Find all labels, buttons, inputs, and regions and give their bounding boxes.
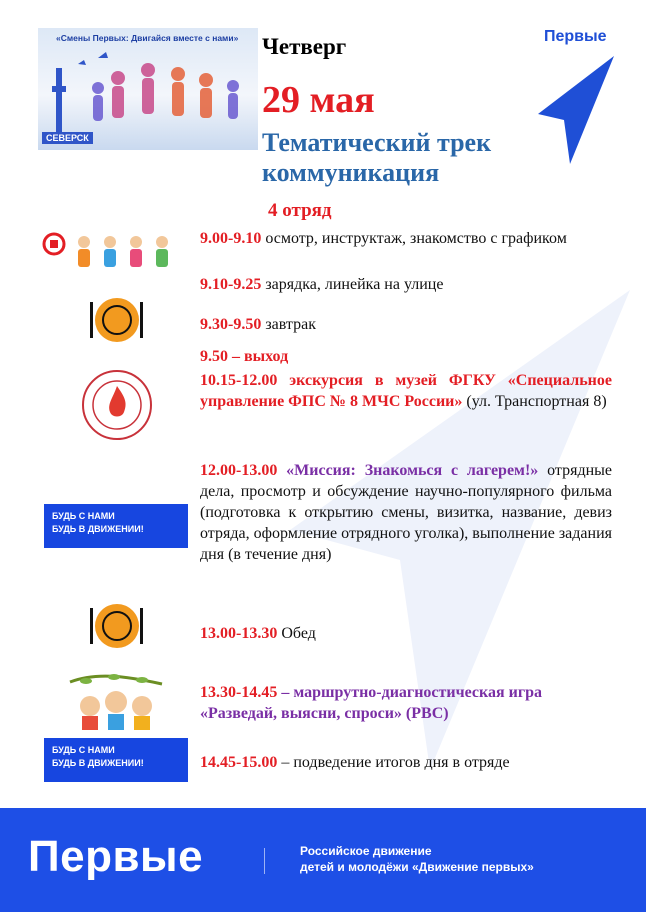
plate-cutlery-icon xyxy=(84,296,146,344)
banner-city-label: СЕВЕРСК xyxy=(42,132,93,144)
row-time: 14.45-15.00 xyxy=(200,754,278,771)
row-time: 10.15-12.00 xyxy=(200,372,278,389)
row-title: – маршрутно-диагностическая игра «Разведай, выясни, спроси» (РВС) xyxy=(200,684,543,722)
schedule-row-exercise xyxy=(200,274,612,295)
promo-banner xyxy=(44,738,188,782)
footer-divider xyxy=(264,848,265,874)
row-time: 12.00-13.00 xyxy=(200,462,278,479)
row-text: Обед xyxy=(277,625,316,642)
logo-arrow-icon xyxy=(534,28,618,166)
plate-cutlery-icon xyxy=(84,602,146,650)
row-text: отрядные дела, просмотр и обсуждение научно-популярного фильма (подготовка к открытию смены, визитка, название, девиз отряда, оформление отрядного уголка), выполнение задания дня (в течение дня) xyxy=(200,462,613,563)
row-time: 13.30-14.45 xyxy=(200,684,278,701)
promo-line-2: БУДЬ В ДВИЖЕНИИ! xyxy=(52,524,144,534)
track-title: Тематический трек коммуникация xyxy=(262,128,492,187)
row-time: 9.00-9.10 xyxy=(200,230,262,247)
squad-label: 4 отряд xyxy=(268,200,332,221)
schedule-row-game xyxy=(200,682,612,724)
row-text: – выход xyxy=(228,348,289,365)
fire-service-emblem-icon xyxy=(80,368,154,442)
row-text: завтрак xyxy=(261,316,316,333)
day-of-week: Четверг xyxy=(262,34,347,59)
promo-line-1: БУДЬ С НАМИ xyxy=(52,511,115,521)
row-text: зарядка, линейка на улице xyxy=(261,276,444,293)
schedule-row-excursion xyxy=(200,370,612,412)
schedule-row-mission xyxy=(200,460,612,565)
row-text: осмотр, инструктаж, знакомство с графиком xyxy=(261,230,567,247)
row-title: экскурсия в музей ФГКУ «Специальное управление ФПС № 8 МЧС России» xyxy=(200,372,612,410)
promo-line-1: БУДЬ С НАМИ xyxy=(52,745,115,755)
row-text: (ул. Транспортная 8) xyxy=(462,393,607,410)
schedule-row-lunch xyxy=(200,623,612,644)
promo-line-2: БУДЬ В ДВИЖЕНИИ! xyxy=(52,758,144,768)
date-heading: 29 мая xyxy=(262,79,375,121)
logo-text: Первые xyxy=(544,28,607,45)
footer-brand: Первые xyxy=(28,832,204,881)
footer-bar xyxy=(0,808,646,912)
row-time: 9.50 xyxy=(200,348,228,365)
row-text: – подведение итогов дня в отряде xyxy=(277,754,510,771)
promo-banner xyxy=(44,504,188,548)
row-time: 9.10-9.25 xyxy=(200,276,262,293)
banner-title: «Смены Первых: Двигайся вместе с нами» xyxy=(56,33,239,43)
row-time: 13.00-13.30 xyxy=(200,625,278,642)
footer-line-2: детей и молодёжи «Движение первых» xyxy=(300,860,534,874)
schedule-row-breakfast xyxy=(200,314,612,335)
schedule-row-checkup xyxy=(200,228,612,249)
row-time: 9.30-9.50 xyxy=(200,316,262,333)
schedule-row-departure xyxy=(200,346,612,367)
kids-group-icon xyxy=(66,672,166,732)
row-title: «Миссия: Знакомься с лагерем!» xyxy=(277,462,539,479)
schedule-row-summary xyxy=(200,752,612,773)
pervye-logo xyxy=(534,28,618,166)
medical-kids-icon xyxy=(40,226,182,278)
header-banner xyxy=(38,28,258,150)
footer-line-1: Российское движение xyxy=(300,844,432,858)
